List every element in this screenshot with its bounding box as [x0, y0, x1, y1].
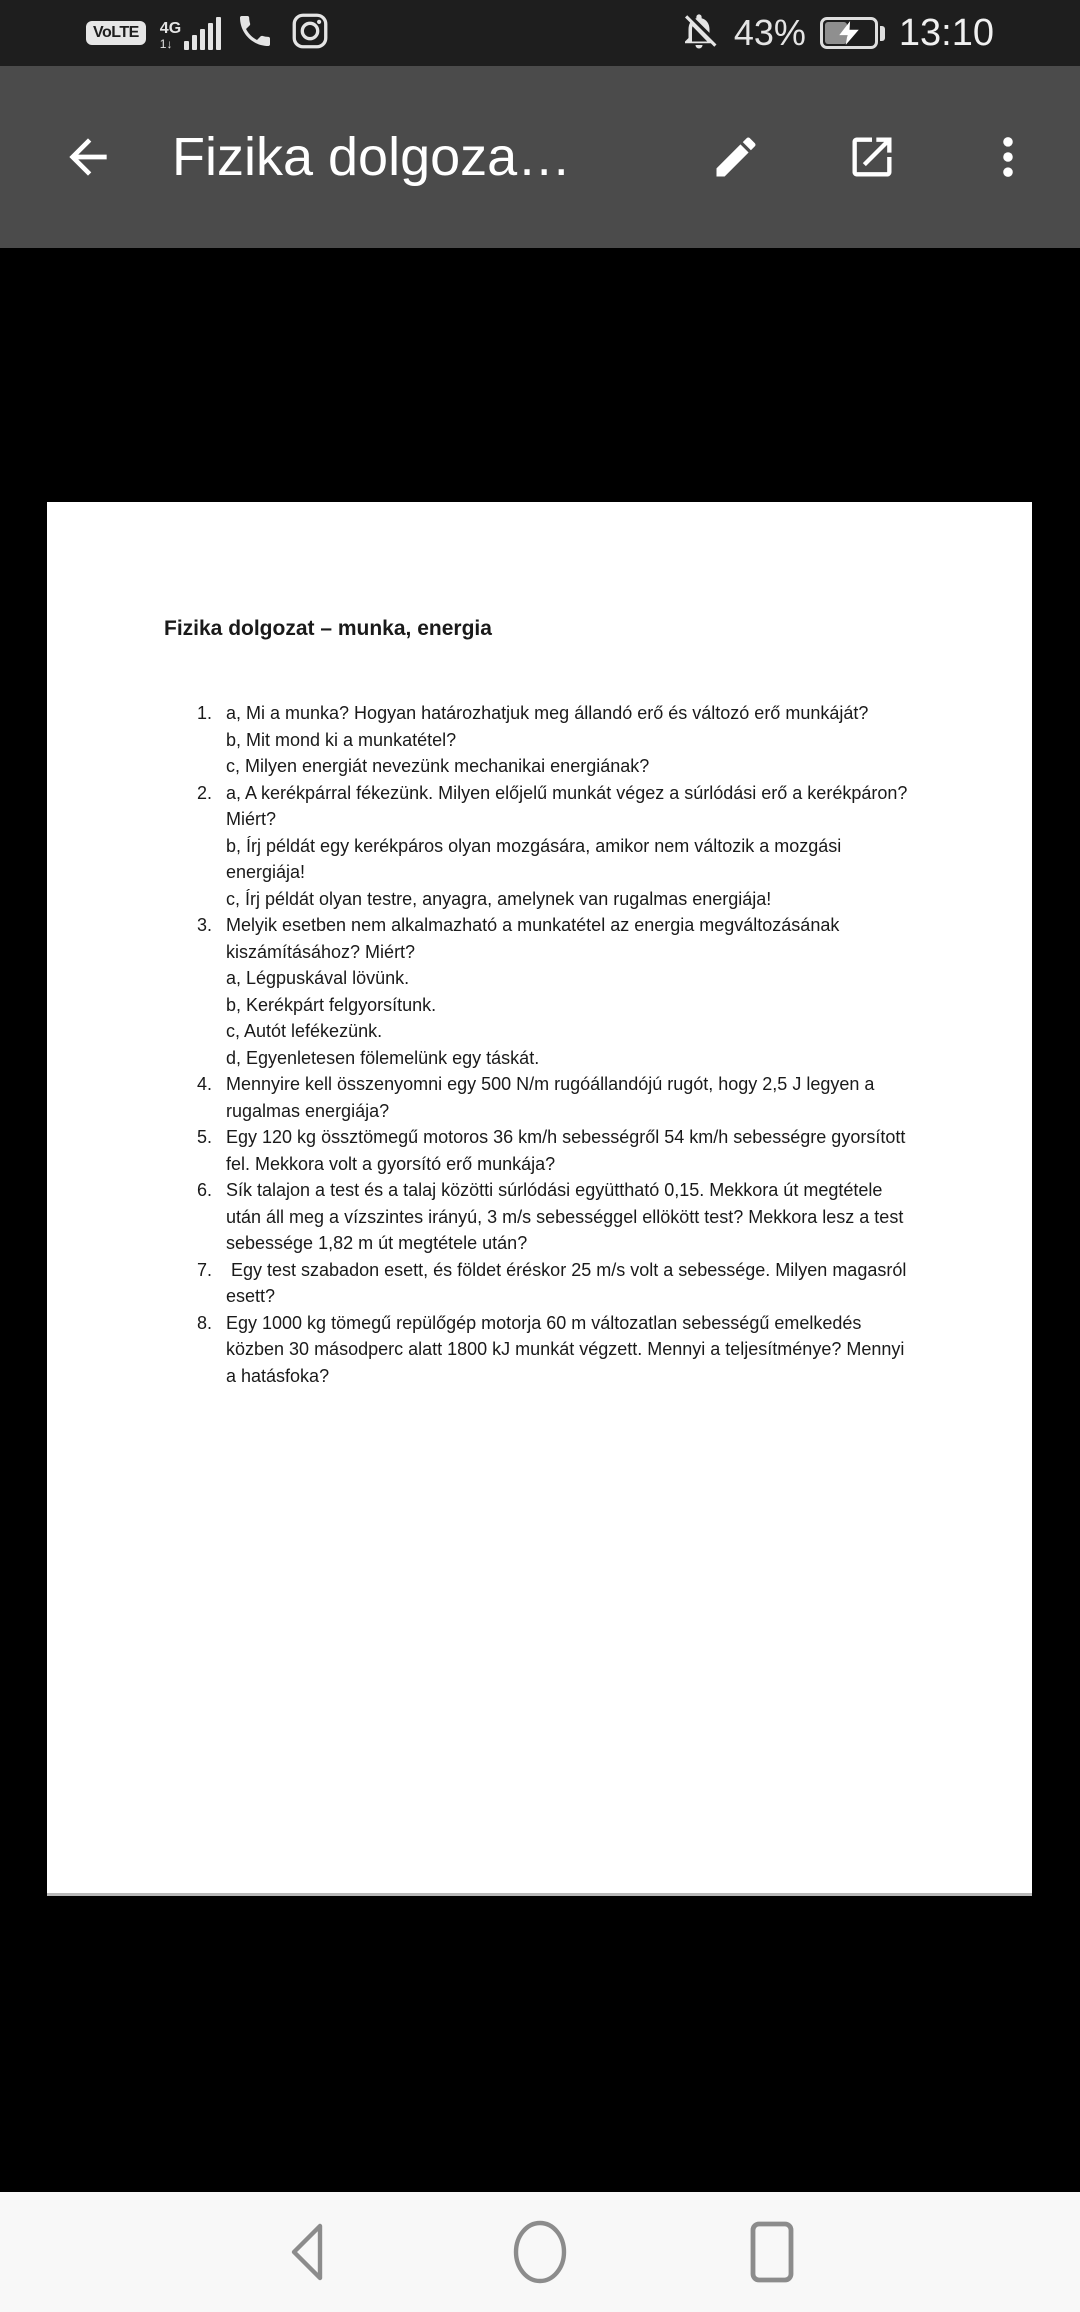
- question-line: Miért?: [226, 809, 277, 829]
- question-line: kiszámításához? Miért?: [226, 941, 416, 962]
- back-button[interactable]: [56, 125, 120, 189]
- edit-pencil-icon: [710, 131, 762, 183]
- network-type-label: 4G: [159, 20, 182, 37]
- question-line: c, Milyen energiát nevezünk mechanikai energiának?: [226, 756, 650, 776]
- question-line: energiája!: [226, 862, 306, 882]
- question-item: [197, 1177, 972, 1257]
- question-line: a hatásfoka?: [226, 1365, 330, 1386]
- signal-bars-icon: [160, 16, 221, 50]
- android-nav-bar: [0, 2192, 1080, 2312]
- question-item: [197, 1257, 972, 1310]
- document-title: Fizika dolgoza…: [172, 127, 572, 187]
- question-number: 3.: [197, 915, 213, 935]
- question-number: 1.: [197, 703, 213, 723]
- recents-square-icon: [749, 2220, 795, 2284]
- battery-charging-icon: [820, 17, 885, 49]
- instagram-icon: [289, 10, 331, 57]
- open-in-new-button[interactable]: [840, 125, 904, 189]
- status-bar-right: [678, 10, 994, 57]
- question-item: [197, 1124, 972, 1177]
- question-line: esett?: [226, 1286, 276, 1306]
- nav-recents-button[interactable]: [742, 2217, 802, 2287]
- question-line: Egy 1000 kg tömegű repülőgép motorja 60 m változatlan sebességű emelkedés: [226, 1312, 862, 1333]
- question-line: fel. Mekkora volt a gyorsító erő munkája?: [226, 1153, 556, 1174]
- question-line: Mennyire kell összenyomni egy 500 N/m rugóállandójú rugót, hogy 2,5 J legyen a: [226, 1074, 875, 1094]
- question-number: 6.: [197, 1180, 213, 1200]
- question-item: [197, 780, 972, 913]
- question-line: közben 30 másodperc alatt 1800 kJ munkát végzett. Mennyi a teljesítménye? Mennyi: [226, 1339, 905, 1359]
- nav-back-button[interactable]: [278, 2217, 338, 2287]
- question-line: Melyik esetben nem alkalmazható a munkatétel az energia megváltozásának: [226, 915, 840, 935]
- volte-badge-icon: VoLTE: [86, 21, 146, 45]
- question-line: a, Mi a munka? Hogyan határozhatjuk meg állandó erő és változó erő munkáját?: [226, 703, 869, 723]
- phone-call-icon: [235, 11, 275, 56]
- question-item: [197, 1071, 972, 1124]
- back-triangle-icon: [284, 2220, 332, 2284]
- question-line: Egy test szabadon esett, és földet éréskor 25 m/s volt a sebessége. Milyen magasról: [226, 1259, 907, 1280]
- question-line: b, Írj példát egy kerékpáros olyan mozgására, amikor nem változik a mozgási: [226, 835, 842, 856]
- question-number: 7.: [197, 1259, 213, 1280]
- status-bar: [0, 0, 1080, 66]
- document-page[interactable]: [47, 502, 1032, 1893]
- question-line: a, A kerékpárral fékezünk. Milyen előjelű munkát végez a súrlódási erő a kerékpáron?: [226, 782, 908, 803]
- question-line: d, Egyenletesen fölemelünk egy táskát.: [226, 1047, 540, 1068]
- clock-label: 13:10: [898, 11, 994, 54]
- question-line: rugalmas energiája?: [226, 1100, 390, 1121]
- question-number: 8.: [197, 1312, 213, 1333]
- question-item: [197, 700, 972, 780]
- status-bar-left: [86, 10, 331, 57]
- question-line: után áll meg a vízszintes irányú, 3 m/s sebességgel ellökött test? Mekkora lesz a test: [226, 1206, 904, 1227]
- sim-indicator-label: 1↓: [159, 37, 173, 51]
- battery-percent-label: 43%: [733, 12, 806, 53]
- app-bar: [0, 66, 1080, 248]
- question-line: Sík talajon a test és a talaj közötti súrlódási együttható 0,15. Mekkora út megtétele: [226, 1180, 883, 1200]
- question-number: 5.: [197, 1127, 213, 1147]
- question-line: a, Légpuskával lövünk.: [226, 968, 410, 988]
- open-in-new-icon: [846, 131, 898, 183]
- more-vert-icon: [982, 131, 1034, 183]
- question-line: c, Írj példát olyan testre, anyagra, amelynek van rugalmas energiája!: [226, 888, 772, 909]
- more-options-button[interactable]: [976, 125, 1040, 189]
- question-line: c, Autót lefékezünk.: [226, 1021, 383, 1041]
- question-line: sebessége 1,82 m út megtétele után?: [226, 1233, 528, 1253]
- question-list: [197, 700, 972, 1389]
- edit-button[interactable]: [704, 125, 768, 189]
- question-line: b, Mit mond ki a munkatétel?: [226, 729, 457, 750]
- question-line: b, Kerékpárt felgyorsítunk.: [226, 994, 437, 1015]
- nav-home-button[interactable]: [510, 2217, 570, 2287]
- question-number: 4.: [197, 1074, 213, 1094]
- document-heading: Fizika dolgozat – munka, energia: [164, 617, 492, 640]
- question-item: [197, 912, 972, 1071]
- back-arrow-icon: [60, 129, 116, 185]
- question-number: 2.: [197, 782, 213, 803]
- question-line: Egy 120 kg össztömegű motoros 36 km/h sebességről 54 km/h sebességre gyorsított: [226, 1127, 906, 1147]
- home-circle-icon: [512, 2219, 568, 2285]
- document-viewer[interactable]: [0, 248, 1080, 2192]
- notifications-off-icon: [678, 10, 720, 57]
- question-item: [197, 1310, 972, 1390]
